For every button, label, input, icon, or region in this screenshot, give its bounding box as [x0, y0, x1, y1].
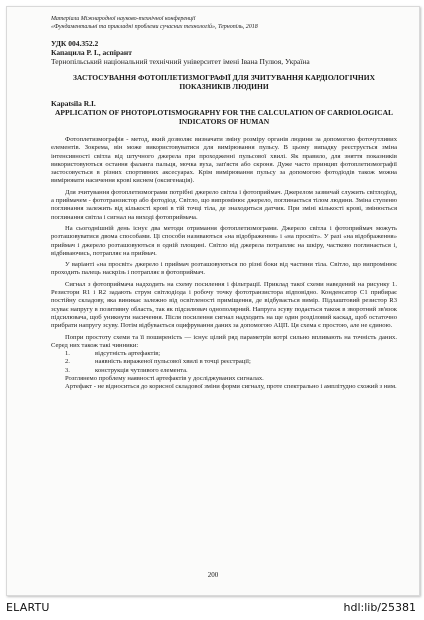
document-page	[6, 6, 420, 596]
conference-header-line-2: «Фундаментальні та прикладні проблеми сучасних технологій», Тернопіль, 2018	[51, 24, 258, 30]
closing-paragraph-2: Артефакт - не відноситься до корисної складової зміни форми сигналу, проте спектрально і амплітудно схожий з ним.	[65, 383, 397, 391]
list-item	[51, 350, 397, 358]
affiliation: Тернопільський національний технічний університет імені Івана Пулюя, Україна	[51, 57, 310, 66]
paragraph-3: На сьогоднішній день існує два методи отримання фотоплетизмограми. Джерело світла і фотоприймач можуть розташовуватися двома способами. Ці способи називаються «на відображення» і «на просвіт». У разі «на відображення» приймач і джерело розташовуються в одній площині. Світло від джерела потрапляє на шкіру, частково поглинається і, відбиваючись, потрапляє на приймач.	[51, 224, 397, 257]
authors-ua: Капацила Р. І., аспірант	[51, 48, 132, 57]
title-en: APPLICATION OF PHOTOPLOTISMOGRAPHY FOR THE CALCULATION OF CARDIOLOGICAL INDICATORS OF HUMAN	[54, 108, 393, 126]
factor-list	[51, 350, 397, 375]
paragraph-6: Попри простоту схеми та її поширеність — існує цілий ряд параметрів котрі сильно впливають на точність даних. Серед них також такі чинники:	[51, 333, 397, 349]
list-item-text: наявність вираженої пульсової хвилі в точці реєстрації;	[95, 358, 251, 366]
udc-code: УДК 004.352.2	[51, 39, 99, 48]
list-item-number: 3.	[65, 366, 70, 374]
list-item-text: конструкція чутливого елемента.	[95, 366, 188, 374]
list-item-text: відсутність артефактів;	[95, 350, 161, 358]
handle-identifier[interactable]: hdl:lib/25381	[343, 601, 416, 614]
paragraph-4: У варіанті «на просвіт» джерело і приймач розташовуються по різні боки від частини тіла. Світло, що випромінює проходить палець наскрізь і потрапляє в фотоприймач.	[51, 261, 397, 277]
page-content	[51, 15, 397, 392]
closing-paragraph-1: Розглянемо проблему наявності артефактів у досліджуваних сигналах.	[65, 375, 264, 383]
paragraph-1: Фотоплетизмографія - метод, який дозволяє визначати зміну розміру органів людини за допомогою фоточутливих елементів. Зокрема, він може використовуватися для вимірювання пульсу. В цьому випадку реєструється зміна інтенсивності світла від штучного джерела при проходженні пульсової хвилі. Як правило, для зняття показників використовуються остання фаланга пальця, мочка вуха, зап'ястя або скроня. Дуже часто принцип фотоплетизмографії застосовується в різних спортивних аксесуарах. Крім вимірювання пульсу за допомогою фотодіодів також можна вимірювати насичення крові киснем (оксигенація).	[51, 136, 397, 185]
paragraph-2: Для зчитування фотоплетизмограми потрібні джерело світла і фотоприймач. Джерелом зазвичай служить світлодіод, а приймачем - фототранзистор або фотодіод. Світло, що випромінює джерело, поглинається тілом людини. Зміна ступеню поглинання залежить від кількості крові в тій точці тіла, де знаходиться датчик. При зміні кількості крові, змінюється поглинання світла і сигнал на виході фотоприймача.	[51, 188, 397, 221]
title-ua: ЗАСТОСУВАННЯ ФОТОПЛЕТИЗМОГРАФІЇ ДЛЯ ЗЧИТУВАННЯ КАРДІОЛОГІЧНИХ ПОКАЗНИКІВ ЛЮДИНИ	[72, 73, 376, 91]
list-item	[51, 367, 397, 375]
paragraph-5: Сигнал з фотоприймача надходить на схему посилення і фільтрації. Приклад такої схеми наведений на рисунку 1. Резистори R1 і R2 задають струм світлодіода і робочу точку фототранзистора відповідно. Конденсатор C1 прибирає постійну складову, яка виникає залежно від освітленості приміщення, де відбувається вимір. Підлаштовий резистор R3 зсуває напругу в позитивну область, так як підсилювач однополярний. Напруга зсуву подається також в зворотний зв'язок підсилювача, щоб уникнути насичення. Після посилення сигнал надходить на ще один розділовий каскад, щоб остаточно прибрати напругу зсуву. Потім відбувається оцифрування даних за допомогою АЦП. Ця схема є простою, але не єдиною.	[51, 280, 397, 330]
list-item-number: 1.	[65, 350, 70, 358]
authors-en: Kapatsila R.I.	[51, 99, 96, 108]
page-number: 200	[207, 571, 219, 579]
list-item-number: 2.	[65, 358, 70, 366]
conference-header-line-1: Матеріали Міжнародної науково-технічної конференції	[51, 16, 196, 22]
list-item	[51, 358, 397, 366]
repository-label: ELARTU	[6, 601, 50, 614]
